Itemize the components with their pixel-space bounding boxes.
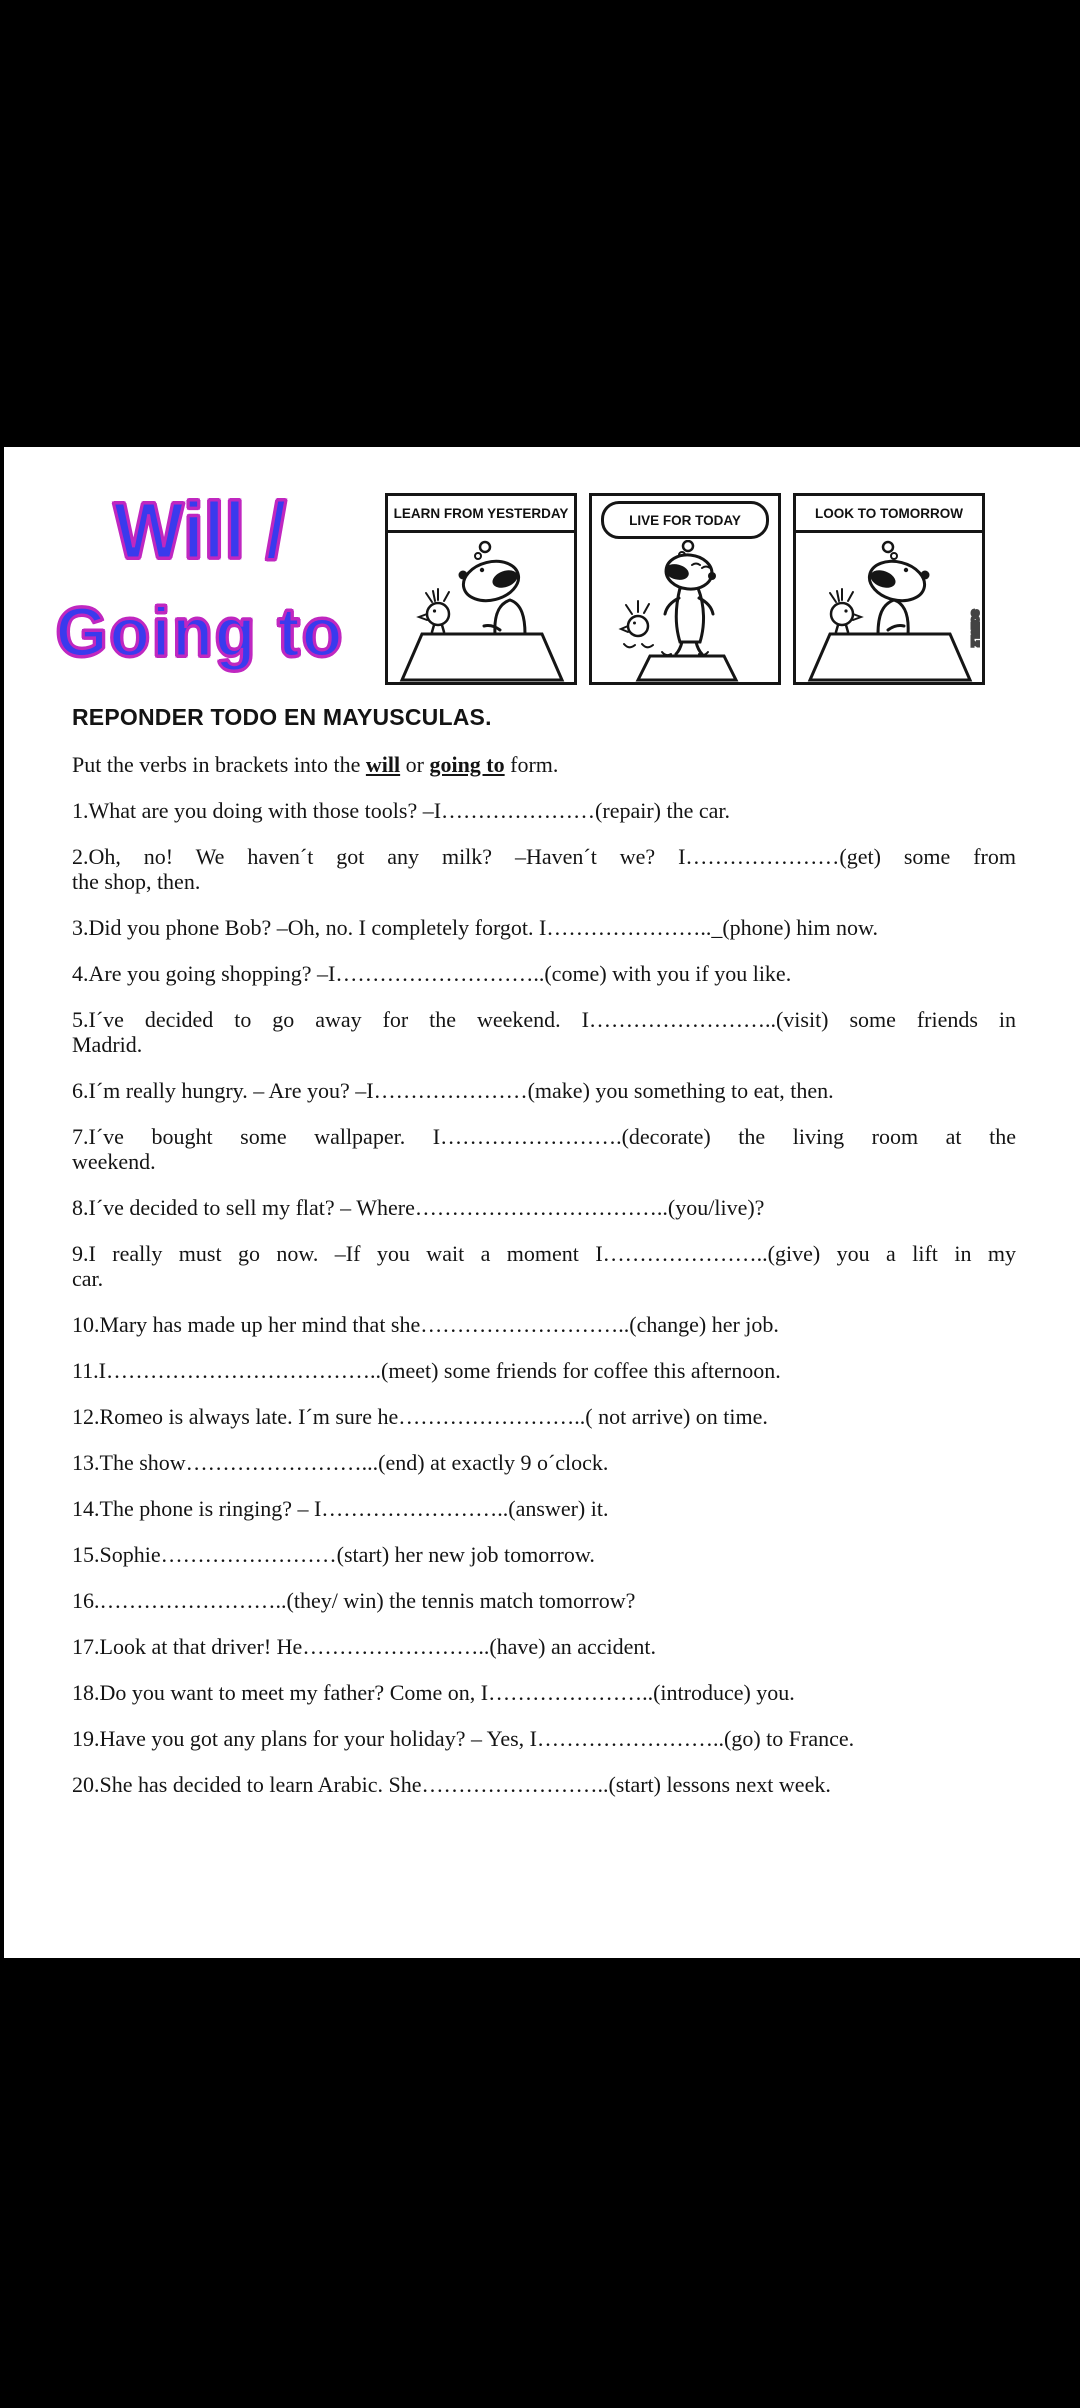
worksheet-page: [0, 447, 1080, 1958]
title-line-2: Going to: [55, 593, 345, 671]
question-10-line-1: 10.Mary has made up her mind that she………………………..(change) her job.: [72, 1312, 779, 1337]
instruction-will-keyword: will: [365, 752, 401, 777]
question-4: [72, 961, 1016, 986]
question-5-line-1: 5.I´ve decided to go away for the weekend. I……………………..(visit) some friends in: [72, 1007, 1016, 1032]
question-1: [72, 798, 1016, 823]
snoopy-woodstock-drawing-2: [592, 540, 778, 682]
question-11-line-1: 11.I………………………………..(meet) some friends for coffee this afternoon.: [72, 1358, 781, 1383]
question-19: [72, 1726, 1016, 1751]
question-7-line-2: weekend.: [72, 1149, 156, 1174]
page-left-edge: [0, 447, 4, 1958]
question-4-line-1: 4.Are you going shopping? –I………………………..(come) with you if you like.: [72, 961, 792, 986]
question-12-line-1: 12.Romeo is always late. I´m sure he……………………..( not arrive) on time.: [72, 1404, 768, 1429]
question-9-line-2: car.: [72, 1266, 104, 1291]
instruction-text-2: or: [400, 752, 430, 777]
question-16: [72, 1588, 1016, 1613]
comic-caption-2: LIVE FOR TODAY: [601, 501, 769, 539]
question-7-line-1: 7.I´ve bought some wallpaper. I…………………….(decorate) the living room at the: [72, 1124, 1016, 1149]
snoopy-woodstock-drawing-1: [388, 540, 574, 682]
question-8: [72, 1195, 1016, 1220]
question-17-line-1: 17.Look at that driver! He……………………..(have) an accident.: [72, 1634, 657, 1659]
exercise-instruction: [72, 752, 1016, 777]
question-3: [72, 915, 1016, 940]
question-2-line-1: 2.Oh, no! We haven´t got any milk? –Haven´t we? I…………………(get) some from: [72, 844, 1016, 869]
question-13: [72, 1450, 1016, 1475]
instruction-text-3: form.: [504, 752, 559, 777]
question-13-line-1: 13.The show……………………...(end) at exactly 9 o´clock.: [72, 1450, 609, 1475]
question-9: [72, 1241, 1016, 1291]
question-14-line-1: 14.The phone is ringing? – I……………………..(answer) it.: [72, 1496, 609, 1521]
question-10: [72, 1312, 1016, 1337]
comic-caption-1: LEARN FROM YESTERDAY: [388, 496, 574, 533]
question-14: [72, 1496, 1016, 1521]
question-2: [72, 844, 1016, 894]
question-8-line-1: 8.I´ve decided to sell my flat? – Where……………………………..(you/live)?: [72, 1195, 765, 1220]
question-7: [72, 1124, 1016, 1174]
comic-panel-3: [793, 493, 985, 685]
comic-panel-2: [589, 493, 781, 685]
question-12: [72, 1404, 1016, 1429]
comic-strip: [385, 493, 985, 685]
question-9-line-1: 9.I really must go now. –If you wait a moment I…………………..(give) you a lift in my: [72, 1241, 1016, 1266]
question-6: [72, 1078, 1016, 1103]
snoopy-woodstock-drawing-3: [796, 540, 982, 682]
artist-signature: SCHULZ: [970, 610, 980, 647]
comic-panel-1: [385, 493, 577, 685]
instruction-text-1: Put the verbs in brackets into the: [72, 752, 366, 777]
question-20-line-1: 20.She has decided to learn Arabic. She……………………..(start) lessons next week.: [72, 1772, 831, 1797]
question-16-line-1: 16.……………………..(they/ win) the tennis match tomorrow?: [72, 1588, 636, 1613]
question-15: [72, 1542, 1016, 1567]
instruction-goingto-keyword: going to: [429, 752, 505, 777]
question-15-line-1: 15.Sophie……………………(start) her new job tomorrow.: [72, 1542, 595, 1567]
question-11: [72, 1358, 1016, 1383]
question-18: [72, 1680, 1016, 1705]
worksheet-body: [72, 705, 1016, 1818]
question-3-line-1: 3.Did you phone Bob? –Oh, no. I completely forgot. I………………….._(phone) him now.: [72, 915, 878, 940]
questions-list: [72, 798, 1016, 1797]
question-1-line-1: 1.What are you doing with those tools? –I…………………(repair) the car.: [72, 798, 731, 823]
comic-caption-3: LOOK TO TOMORROW: [796, 496, 982, 533]
wordart-title: [38, 486, 362, 671]
question-17: [72, 1634, 1016, 1659]
question-19-line-1: 19.Have you got any plans for your holiday? – Yes, I……………………..(go) to France.: [72, 1726, 855, 1751]
question-20: [72, 1772, 1016, 1797]
question-2-line-2: the shop, then.: [72, 869, 201, 894]
title-line-1: Will /: [113, 486, 287, 575]
all-caps-notice: REPONDER TODO EN MAYUSCULAS.: [72, 704, 492, 730]
question-5-line-2: Madrid.: [72, 1032, 143, 1057]
question-6-line-1: 6.I´m really hungry. – Are you? –I…………………(make) you something to eat, then.: [72, 1078, 834, 1103]
question-18-line-1: 18.Do you want to meet my father? Come on, I…………………..(introduce) you.: [72, 1680, 795, 1705]
question-5: [72, 1007, 1016, 1057]
